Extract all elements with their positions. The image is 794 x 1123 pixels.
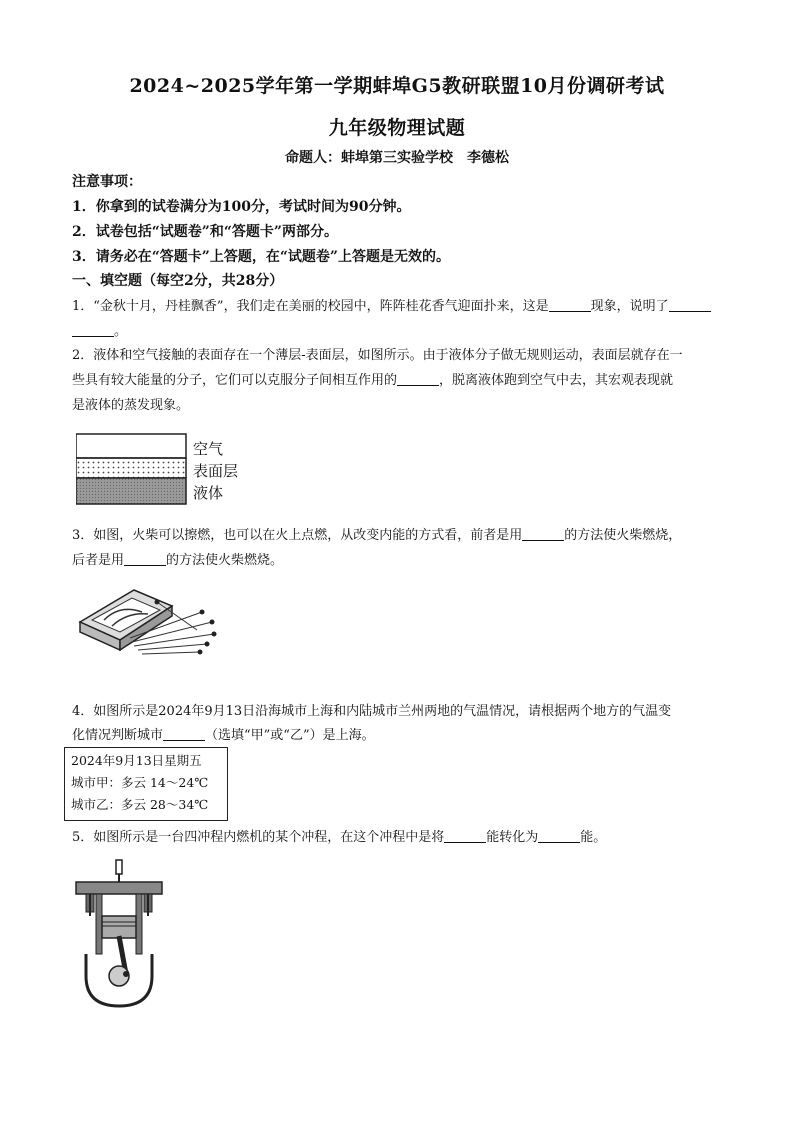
answer-blank[interactable]	[124, 551, 166, 566]
question-1-line-1: 1．“金秋十月，丹桂飘香”，我们走在美丽的校园中，阵阵桂花香气迎面扑来，这是 现象，说明了	[72, 295, 711, 319]
weather-city-b: 城市乙：多云 28～34℃	[71, 797, 209, 812]
answer-blank[interactable]	[538, 828, 580, 843]
exam-subtitle: 九年级物理试题	[328, 117, 466, 139]
matchbox-figure	[72, 582, 222, 666]
notice-heading: 注意事项：	[72, 174, 142, 190]
question-3-line-2: 后者是用 的方法使火柴燃烧。	[72, 553, 284, 568]
exam-title: 2024~2025学年第一学期蚌埠G5教研联盟10月份调研考试	[129, 75, 665, 97]
notice-item-1: 1．你拿到的试卷满分为100分，考试时间为90分钟。	[72, 199, 411, 215]
notice-item-2: 2．试卷包括“试题卷”和“答题卡”两部分。	[72, 224, 338, 240]
question-2-line-2: 些具有较大能量的分子，它们可以克服分子间相互作用的 ，脱离液体跑到空气中去，其宏观表现就	[72, 373, 674, 388]
answer-blank[interactable]	[163, 726, 205, 741]
exam-author: 命题人：蚌埠第三实验学校 李德松	[285, 150, 509, 166]
question-4-line-1: 4．如图所示是2024年9月13日沿海城市上海和内陆城市兰州两地的气温情况，请根据两个地方的气温变	[72, 704, 672, 719]
answer-blank[interactable]	[669, 297, 711, 312]
liquid-figure-labels: 空气 表面层 液体	[193, 440, 239, 502]
answer-blank[interactable]	[444, 828, 486, 843]
question-2-line-3: 是液体的蒸发现象。	[72, 398, 190, 413]
question-4-line-2: 化情况判断城市 （选填“甲”或“乙”）是上海。	[72, 728, 375, 743]
weather-date: 2024年9月13日星期五	[71, 753, 202, 768]
question-1-line-2: 。	[72, 320, 127, 344]
answer-blank[interactable]	[72, 322, 114, 337]
engine-cylinder-figure	[72, 858, 168, 1014]
question-2-line-1: 2．液体和空气接触的表面存在一个薄层-表面层，如图所示。由于液体分子做无规则运动，表面层就存在一	[72, 348, 683, 363]
section-heading: 一、填空题（每空2分，共28分）	[72, 273, 284, 289]
notice-item-3: 3．请务必在“答题卡”上答题，在“试题卷”上答题是无效的。	[72, 249, 450, 265]
answer-blank[interactable]	[549, 297, 591, 312]
answer-blank[interactable]	[522, 526, 564, 541]
question-5-line-1: 5．如图所示是一台四冲程内燃机的某个冲程，在这个冲程中是将 能转化为 能。	[72, 830, 607, 845]
weather-box	[64, 747, 228, 821]
weather-city-a: 城市甲：多云 14～24℃	[71, 775, 209, 790]
answer-blank[interactable]	[397, 371, 439, 386]
question-3-line-1: 3．如图，火柴可以擦燃，也可以在火上点燃，从改变内能的方式看，前者是用 的方法使火柴燃烧，	[72, 528, 682, 543]
